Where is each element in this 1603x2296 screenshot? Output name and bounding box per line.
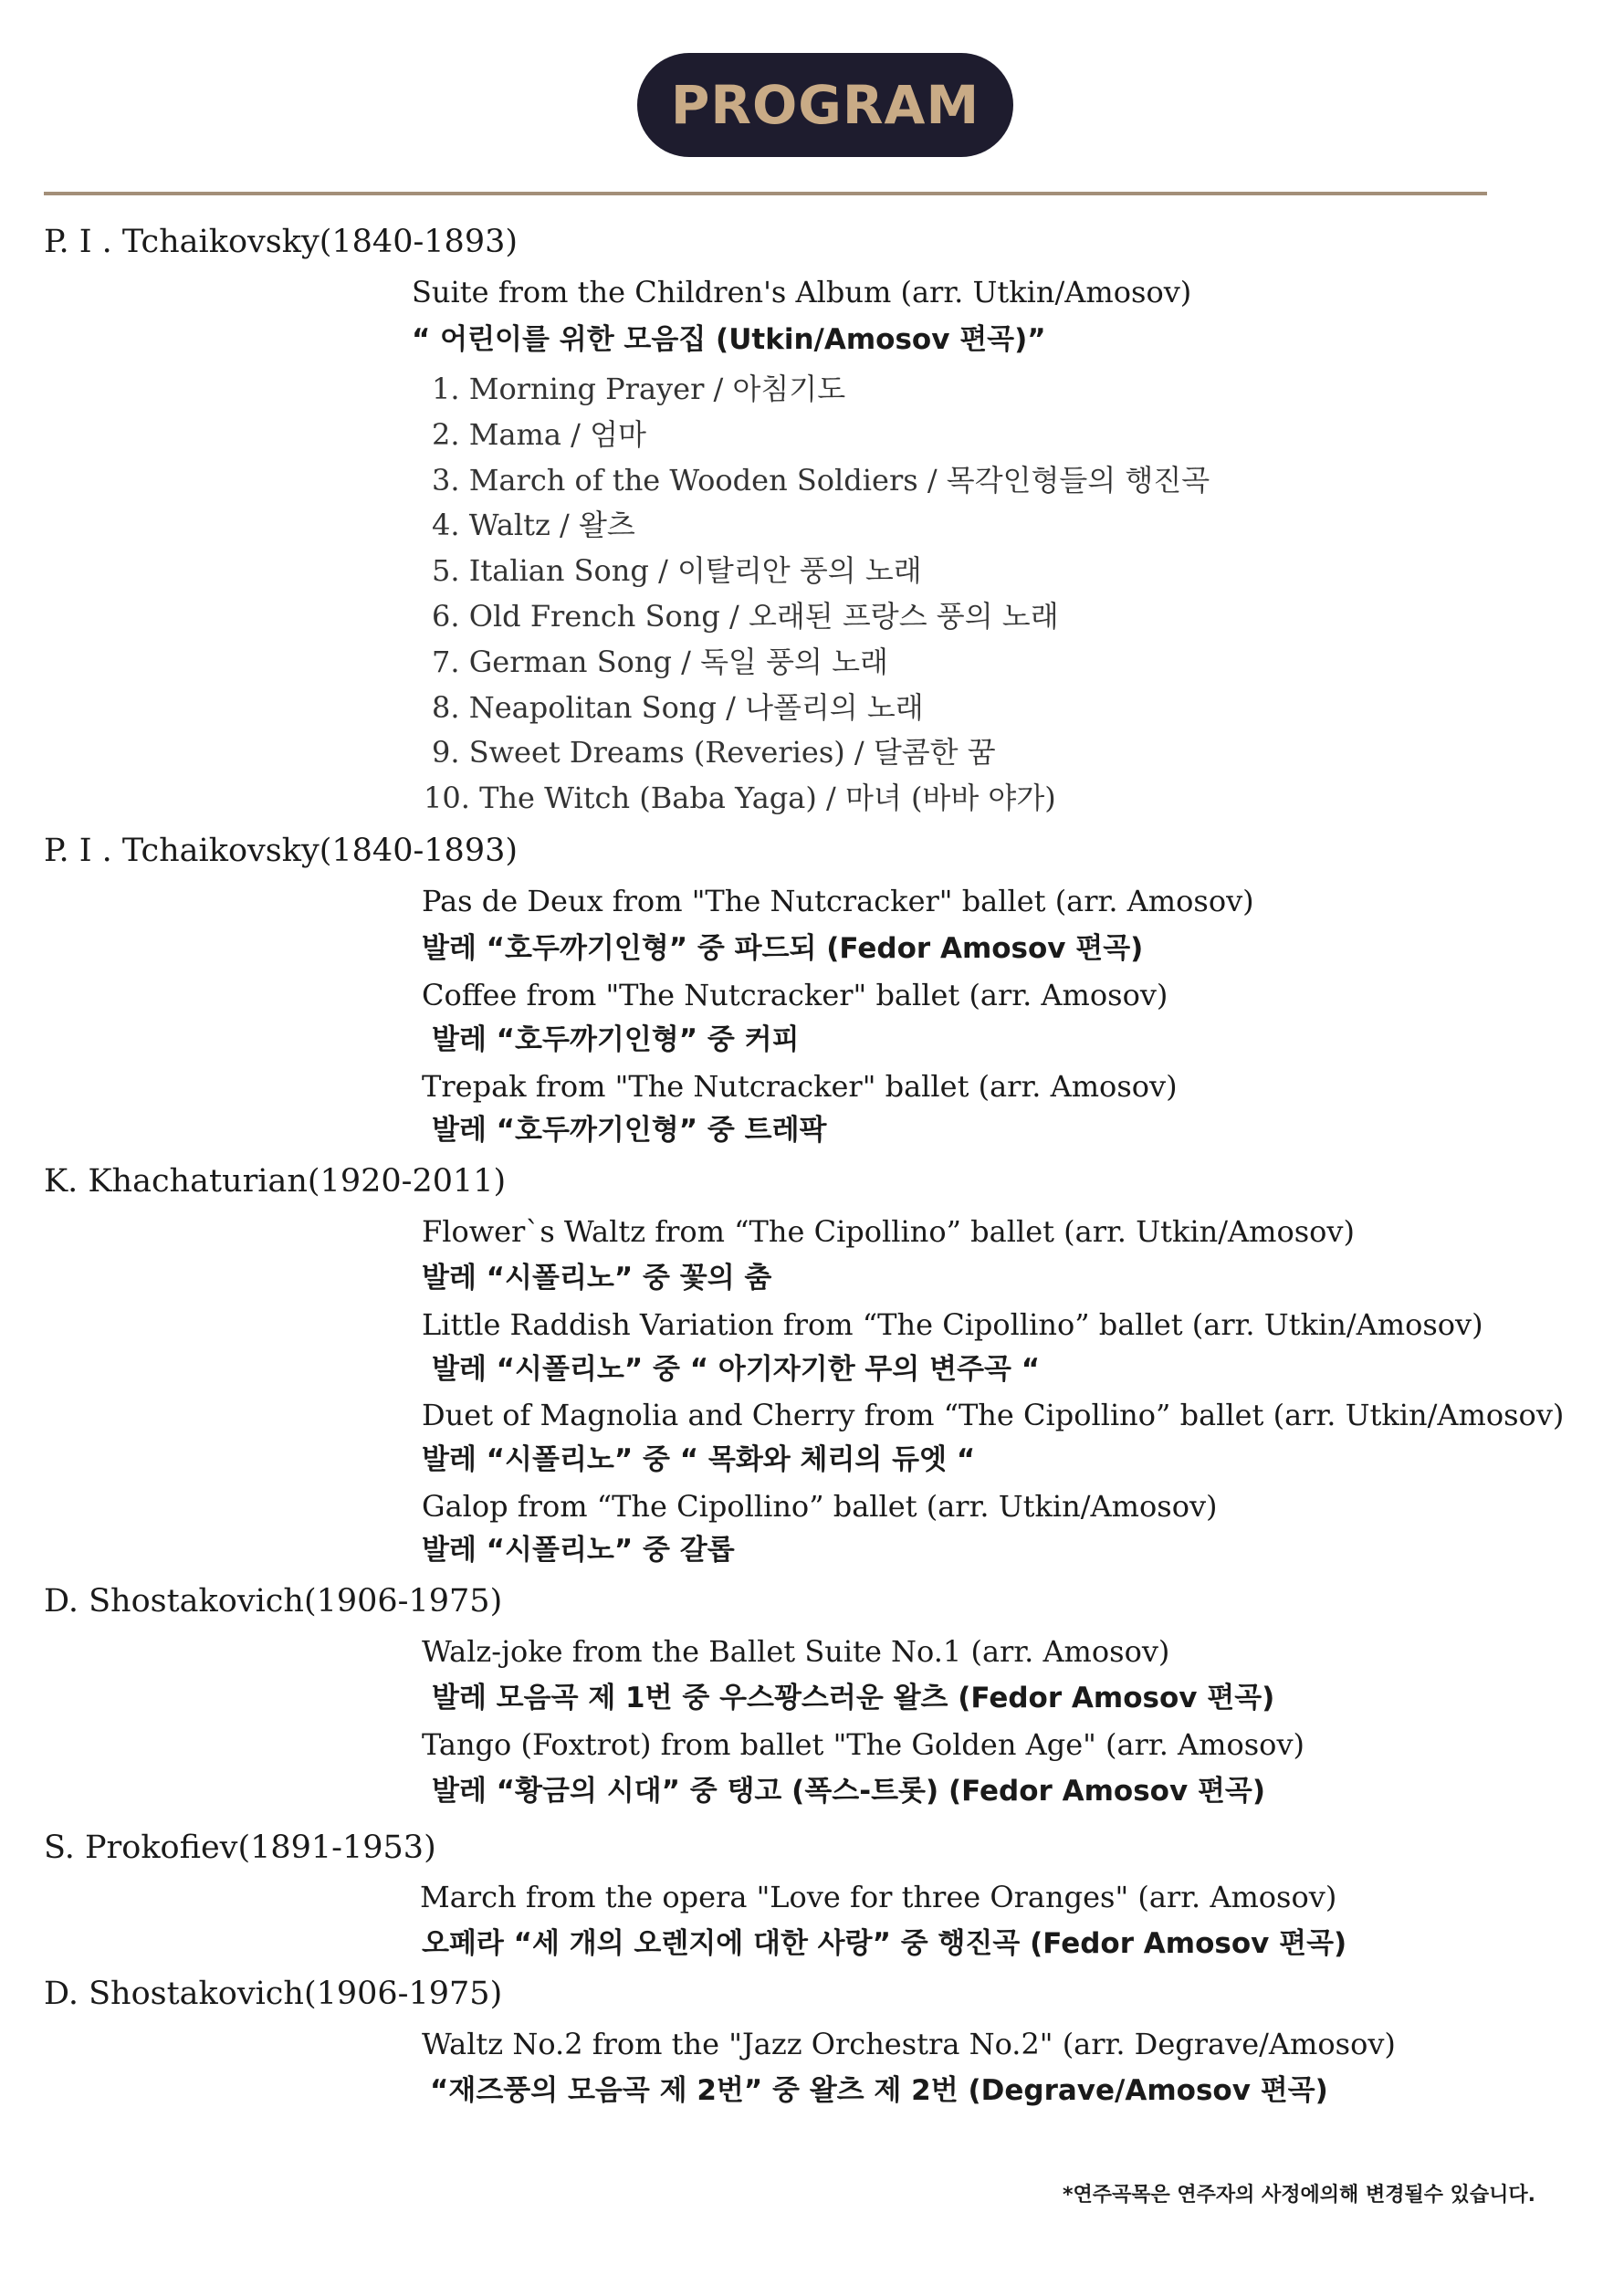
composer-heading: P. I . Tchaikovsky(1840-1893) [44,224,519,260]
work-title-korean: 발레 “호두까기인형” 중 커피 [432,1023,800,1056]
work-title-korean: 발레 “시폴리노” 중 “ 아기자기한 무의 변주곡 “ [432,1353,1041,1386]
movement-item: 1. Morning Prayer / 아침기도 [432,372,846,406]
title-divider [44,192,1487,195]
movement-item: 3. March of the Wooden Soldiers / 목각인형들의 행진곡 [432,463,1210,498]
work-title-korean: “재즈풍의 모음곡 제 2번” 중 왈츠 제 2번 (Degrave/Amosov 편곡) [430,2074,1328,2107]
work-title: Duet of Magnolia and Cherry from “The Cipollino” ballet (arr. Utkin/Amosov) [422,1398,1565,1432]
work-title-korean: “ 어린이를 위한 모음집 (Utkin/Amosov 편곡)” [412,323,1046,356]
work-title-korean: 발레 “시폴리노” 중 갈롭 [422,1534,735,1567]
change-notice: *연주곡목은 연주자의 사정에의해 변경될수 있습니다. [1062,2184,1535,2207]
work-title: Little Raddish Variation from “The Cipollino” ballet (arr. Utkin/Amosov) [422,1307,1483,1342]
work-title: Walz-joke from the Ballet Suite No.1 (arr. Amosov) [422,1634,1170,1669]
work-title-korean: 오페라 “세 개의 오렌지에 대한 사랑” 중 행진곡 (Fedor Amosov 편곡) [422,1927,1347,1960]
movement-item: 9. Sweet Dreams (Reveries) / 달콤한 꿈 [432,735,996,770]
composer-heading: D. Shostakovich(1906-1975) [44,1976,503,2012]
program-title: PROGRAM [637,53,1013,157]
composer-heading: S. Prokofiev(1891-1953) [44,1829,436,1866]
movement-item: 10. The Witch (Baba Yaga) / 마녀 (바바 야가) [424,781,1056,815]
work-title: Waltz No.2 from the "Jazz Orchestra No.2" (arr. Degrave/Amosov) [422,2027,1396,2061]
work-title-korean: 발레 “시폴리노” 중 “ 목화와 체리의 듀엣 “ [422,1443,976,1476]
movement-item: 6. Old French Song / 오래된 프랑스 풍의 노래 [432,599,1059,634]
work-title: Pas de Deux from "The Nutcracker" ballet (arr. Amosov) [422,884,1254,918]
work-title: Coffee from "The Nutcracker" ballet (arr. Amosov) [422,978,1168,1012]
work-title: Flower`s Waltz from “The Cipollino” ballet (arr. Utkin/Amosov) [422,1214,1355,1249]
movement-item: 7. German Song / 독일 풍의 노래 [432,645,888,679]
composer-heading: P. I . Tchaikovsky(1840-1893) [44,833,519,869]
work-title: Galop from “The Cipollino” ballet (arr. Utkin/Amosov) [422,1489,1218,1524]
composer-heading: D. Shostakovich(1906-1975) [44,1583,503,1620]
work-title-korean: 발레 “호두까기인형” 중 파드되 (Fedor Amosov 편곡) [422,932,1144,965]
work-title: Suite from the Children's Album (arr. Utkin/Amosov) [412,275,1192,309]
work-title: Tango (Foxtrot) from ballet "The Golden Age" (arr. Amosov) [422,1727,1304,1762]
work-title: March from the opera "Love for three Oranges" (arr. Amosov) [420,1880,1337,1914]
movement-item: 5. Italian Song / 이탈리안 풍의 노래 [432,553,922,588]
work-title-korean: 발레 “시폴리노” 중 꽃의 춤 [422,1262,772,1295]
composer-heading: K. Khachaturian(1920-2011) [44,1163,507,1200]
movement-item: 8. Neapolitan Song / 나폴리의 노래 [432,690,924,725]
movement-item: 4. Waltz / 왈츠 [432,508,635,542]
work-title: Trepak from "The Nutcracker" ballet (arr. Amosov) [422,1069,1178,1104]
movement-item: 2. Mama / 엄마 [432,417,646,452]
work-title-korean: 발레 “황금의 시대” 중 탱고 (폭스-트롯) (Fedor Amosov 편곡) [432,1775,1266,1808]
work-title-korean: 발레 “호두까기인형” 중 트레팍 [432,1114,827,1147]
work-title-korean: 발레 모음곡 제 1번 중 우스꽝스러운 왈츠 (Fedor Amosov 편곡) [432,1682,1275,1714]
